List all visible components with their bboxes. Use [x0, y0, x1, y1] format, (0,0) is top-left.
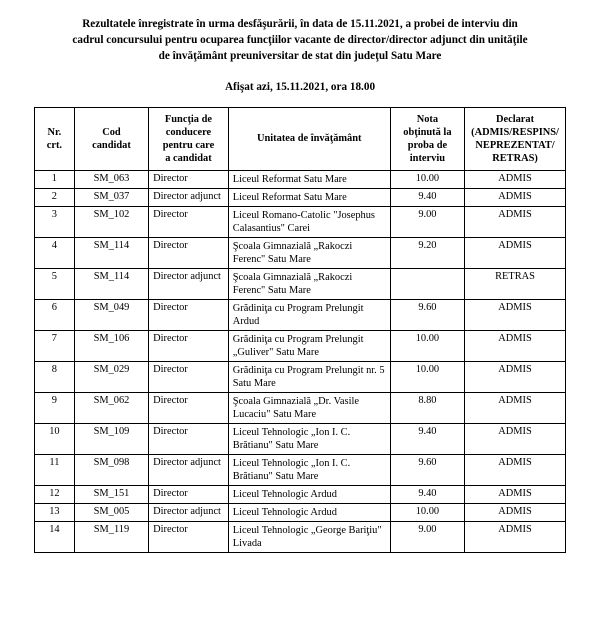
cell-declarat: ADMIS [465, 392, 566, 423]
column-header-nr-line-2: crt. [46, 139, 63, 151]
cell-nr: 13 [35, 503, 75, 521]
page-title [38, 16, 562, 65]
column-header-functia-line-3: pentru care [162, 139, 215, 151]
cell-cod: SM_098 [74, 454, 148, 485]
cell-declarat: ADMIS [465, 503, 566, 521]
cell-functia: Director [149, 392, 229, 423]
cell-nota: 9.40 [390, 423, 464, 454]
table-header-row [35, 107, 566, 170]
cell-nr: 12 [35, 485, 75, 503]
table-header [35, 107, 566, 170]
cell-functia: Director [149, 299, 229, 330]
table-row [35, 454, 566, 485]
cell-functia: Director adjunct [149, 268, 229, 299]
cell-cod: SM_062 [74, 392, 148, 423]
table-row [35, 361, 566, 392]
cell-functia: Director [149, 521, 229, 552]
cell-nota: 10.00 [390, 503, 464, 521]
cell-cod: SM_037 [74, 188, 148, 206]
cell-cod: SM_119 [74, 521, 148, 552]
cell-cod: SM_005 [74, 503, 148, 521]
cell-nr: 14 [35, 521, 75, 552]
cell-unitate: Liceul Romano-Catolic "Josephus Calasantius" Carei [228, 206, 390, 237]
posted-date: Afişat azi, 15.11.2021, ora 18.00 [224, 80, 376, 93]
column-header-nota-line-4: interviu [409, 152, 446, 164]
table-row [35, 521, 566, 552]
cell-cod: SM_114 [74, 268, 148, 299]
page-title-line-3: de învăţământ preuniversitar de stat din judeţul Satu Mare [158, 50, 442, 63]
cell-declarat: ADMIS [465, 237, 566, 268]
cell-nota: 9.00 [390, 206, 464, 237]
table-row [35, 299, 566, 330]
table-row [35, 503, 566, 521]
column-header-declarat-line-4: RETRAS) [492, 152, 538, 164]
cell-functia: Director [149, 206, 229, 237]
cell-nota: 9.40 [390, 485, 464, 503]
cell-declarat: ADMIS [465, 361, 566, 392]
cell-unitate: Liceul Tehnologic Ardud [228, 503, 390, 521]
page-title-line-2: cadrul concursului pentru ocuparea funcţiilor vacante de director/director adjunct din unităţile [72, 34, 528, 47]
cell-functia: Director [149, 423, 229, 454]
cell-unitate: Liceul Tehnologic „Ion I. C. Brătianu" Satu Mare [228, 454, 390, 485]
column-header-functia-line-4: a candidat [165, 152, 212, 164]
cell-nota: 10.00 [390, 330, 464, 361]
cell-cod: SM_049 [74, 299, 148, 330]
column-header-nota [390, 107, 464, 170]
column-header-functia [149, 107, 229, 170]
cell-nr: 6 [35, 299, 75, 330]
table-body [35, 170, 566, 552]
cell-nota: 10.00 [390, 170, 464, 188]
cell-declarat: ADMIS [465, 521, 566, 552]
column-header-functia-line-1: Funcţia de [164, 113, 212, 125]
cell-unitate: Liceul Reformat Satu Mare [228, 188, 390, 206]
cell-cod: SM_114 [74, 237, 148, 268]
cell-functia: Director adjunct [149, 188, 229, 206]
column-header-nr-line-1: Nr. [47, 126, 62, 138]
cell-unitate: Grădiniţa cu Program Prelungit „Guliver" Satu Mare [228, 330, 390, 361]
cell-declarat: ADMIS [465, 299, 566, 330]
column-header-declarat [465, 107, 566, 170]
cell-functia: Director adjunct [149, 503, 229, 521]
column-header-nr [35, 107, 75, 170]
table-row [35, 237, 566, 268]
cell-functia: Director [149, 330, 229, 361]
table-row [35, 268, 566, 299]
table-row [35, 170, 566, 188]
cell-nota: 9.60 [390, 299, 464, 330]
cell-nota: 9.20 [390, 237, 464, 268]
cell-functia: Director adjunct [149, 454, 229, 485]
column-header-declarat-line-1: Declarat [496, 113, 535, 125]
column-header-declarat-line-3: NEPREZENTAT/ [475, 139, 555, 151]
cell-nota: 9.60 [390, 454, 464, 485]
column-header-unitate-line-1: Unitatea de învăţământ [257, 133, 362, 145]
table-row [35, 392, 566, 423]
cell-cod: SM_109 [74, 423, 148, 454]
cell-declarat: ADMIS [465, 454, 566, 485]
column-header-functia-line-2: conducere [165, 126, 212, 138]
cell-nota [390, 268, 464, 299]
cell-nr: 5 [35, 268, 75, 299]
cell-unitate: Liceul Reformat Satu Mare [228, 170, 390, 188]
cell-declarat: ADMIS [465, 330, 566, 361]
cell-nr: 7 [35, 330, 75, 361]
cell-nota: 8.80 [390, 392, 464, 423]
column-header-nota-line-1: Nota [416, 113, 439, 125]
cell-declarat: ADMIS [465, 206, 566, 237]
table-row [35, 206, 566, 237]
column-header-cod-line-2: candidat [92, 139, 131, 151]
table-row [35, 423, 566, 454]
cell-functia: Director [149, 237, 229, 268]
cell-nr: 1 [35, 170, 75, 188]
cell-nr: 8 [35, 361, 75, 392]
cell-cod: SM_029 [74, 361, 148, 392]
cell-declarat: RETRAS [465, 268, 566, 299]
cell-nr: 4 [35, 237, 75, 268]
page-title-line-1: Rezultatele înregistrate în urma desfăşurării, în data de 15.11.2021, a probei de interviu din [82, 18, 518, 30]
cell-cod: SM_151 [74, 485, 148, 503]
table-row [35, 330, 566, 361]
results-table [34, 107, 566, 553]
cell-cod: SM_106 [74, 330, 148, 361]
column-header-cod-line-1: Cod [102, 126, 121, 138]
column-header-declarat-line-2: (ADMIS/RESPINS/ [471, 126, 559, 138]
cell-cod: SM_063 [74, 170, 148, 188]
cell-unitate: Şcoala Gimnazială „Rakoczi Ferenc" Satu Mare [228, 237, 390, 268]
cell-nr: 10 [35, 423, 75, 454]
cell-unitate: Grădiniţa cu Program Prelungit nr. 5 Satu Mare [228, 361, 390, 392]
column-header-nota-line-3: proba de [407, 139, 448, 151]
cell-unitate: Şcoala Gimnazială „Dr. Vasile Lucaciu" Satu Mare [228, 392, 390, 423]
cell-declarat: ADMIS [465, 423, 566, 454]
cell-unitate: Liceul Tehnologic „Ion I. C. Brătianu" Satu Mare [228, 423, 390, 454]
column-header-cod [74, 107, 148, 170]
cell-functia: Director [149, 170, 229, 188]
cell-unitate: Şcoala Gimnazială „Rakoczi Ferenc" Satu Mare [228, 268, 390, 299]
column-header-unitate [228, 107, 390, 170]
cell-unitate: Liceul Tehnologic Ardud [228, 485, 390, 503]
cell-declarat: ADMIS [465, 188, 566, 206]
cell-declarat: ADMIS [465, 170, 566, 188]
cell-declarat: ADMIS [465, 485, 566, 503]
cell-nota: 9.00 [390, 521, 464, 552]
cell-nr: 11 [35, 454, 75, 485]
cell-nr: 2 [35, 188, 75, 206]
cell-cod: SM_102 [74, 206, 148, 237]
cell-functia: Director [149, 485, 229, 503]
table-row [35, 188, 566, 206]
cell-nr: 3 [35, 206, 75, 237]
cell-nota: 9.40 [390, 188, 464, 206]
cell-nota: 10.00 [390, 361, 464, 392]
cell-functia: Director [149, 361, 229, 392]
table-row [35, 485, 566, 503]
column-header-nota-line-2: obţinută la [403, 126, 452, 138]
cell-unitate: Liceul Tehnologic „George Bariţiu" Livada [228, 521, 390, 552]
cell-unitate: Grădiniţa cu Program Prelungit Ardud [228, 299, 390, 330]
cell-nr: 9 [35, 392, 75, 423]
